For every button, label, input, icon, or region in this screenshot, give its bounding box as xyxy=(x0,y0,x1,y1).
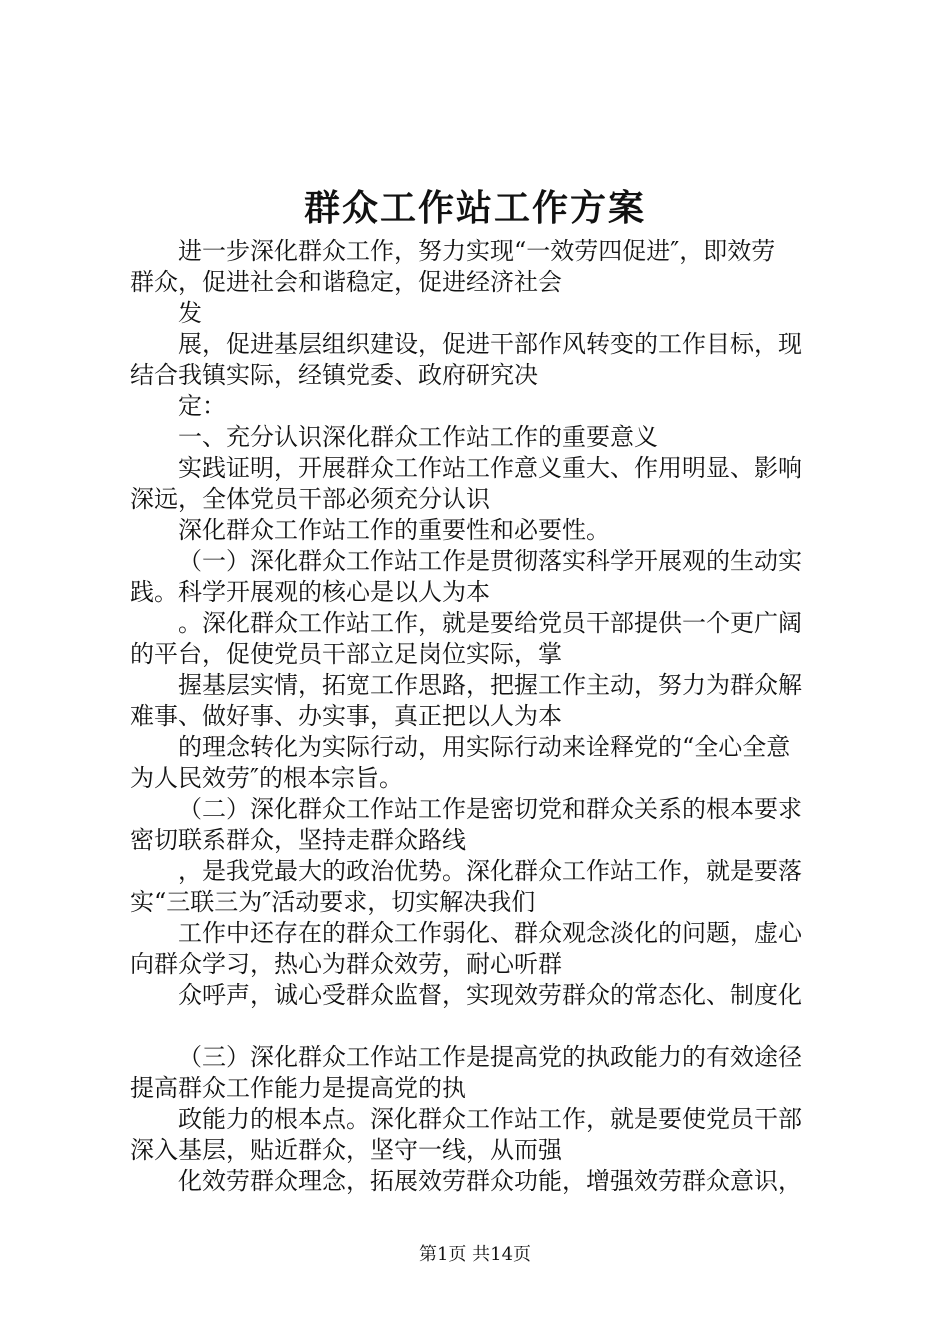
section-heading: 一、充分认识深化群众工作站工作的重要意义 xyxy=(178,423,658,451)
text-line: 践。科学开展观的核心是以人为本 xyxy=(130,578,490,606)
text-line: 实践证明，开展群众工作站工作意义重大、作用明显、影响 xyxy=(178,454,802,482)
text-line: 化效劳群众理念，拓展效劳群众功能，增强效劳群众意识， xyxy=(178,1167,802,1195)
blank-line xyxy=(130,1011,830,1042)
document-title: 群众工作站工作方案 xyxy=(303,187,646,229)
text-line: 工作中还存在的群众工作弱化、群众观念淡化的问题，虚心 xyxy=(178,919,802,947)
text-line: 深化群众工作站工作的重要性和必要性。 xyxy=(178,516,610,544)
text-line: 众呼声，诚心受群众监督，实现效劳群众的常态化、制度化 xyxy=(178,981,802,1009)
text-line: 结合我镇实际，经镇党委、政府研究决 xyxy=(130,361,538,389)
text-line: 群众，促进社会和谐稳定，促进经济社会 xyxy=(130,268,562,296)
text-line: 密切联系群众，坚持走群众路线 xyxy=(130,826,466,854)
text-line: 为人民效劳″的根本宗旨。 xyxy=(130,764,403,792)
subsection-line: （三）深化群众工作站工作是提高党的执政能力的有效途径 xyxy=(178,1043,802,1071)
text-line: 定： xyxy=(178,392,226,420)
text-line: 发 xyxy=(178,299,202,327)
text-line: 的平台，促使党员干部立足岗位实际，掌 xyxy=(130,640,562,668)
subsection-line: （二）深化群众工作站工作是密切党和群众关系的根本要求 xyxy=(178,795,802,823)
subsection-line: （一）深化群众工作站工作是贯彻落实科学开展观的生动实 xyxy=(178,547,802,575)
text-line: 难事、做好事、办实事，真正把以人为本 xyxy=(130,702,562,730)
text-line: 提高群众工作能力是提高党的执 xyxy=(130,1074,466,1102)
text-line: 深入基层，贴近群众，坚守一线，从而强 xyxy=(130,1136,562,1164)
document-body xyxy=(130,236,830,1197)
text-line: 政能力的根本点。深化群众工作站工作，就是要使党员干部 xyxy=(178,1105,802,1133)
text-line: ，是我党最大的政治优势。深化群众工作站工作，就是要落 xyxy=(178,857,802,885)
text-line: 向群众学习，热心为群众效劳，耐心听群 xyxy=(130,950,562,978)
text-line: 握基层实情，拓宽工作思路，把握工作主动，努力为群众解 xyxy=(178,671,802,699)
text-line: 实“三联三为″活动要求，切实解决我们 xyxy=(130,888,536,916)
text-line: 展，促进基层组织建设，促进干部作风转变的工作目标，现 xyxy=(178,330,802,358)
text-line: 的理念转化为实际行动，用实际行动来诠释党的“全心全意 xyxy=(178,733,791,761)
page-footer: 第1页 共14页 xyxy=(418,1244,532,1265)
text-line: 深远，全体党员干部必须充分认识 xyxy=(130,485,490,513)
text-line: 。深化群众工作站工作，就是要给党员干部提供一个更广阔 xyxy=(178,609,802,637)
text-line: 进一步深化群众工作，努力实现“一效劳四促进″，即效劳 xyxy=(178,237,776,265)
